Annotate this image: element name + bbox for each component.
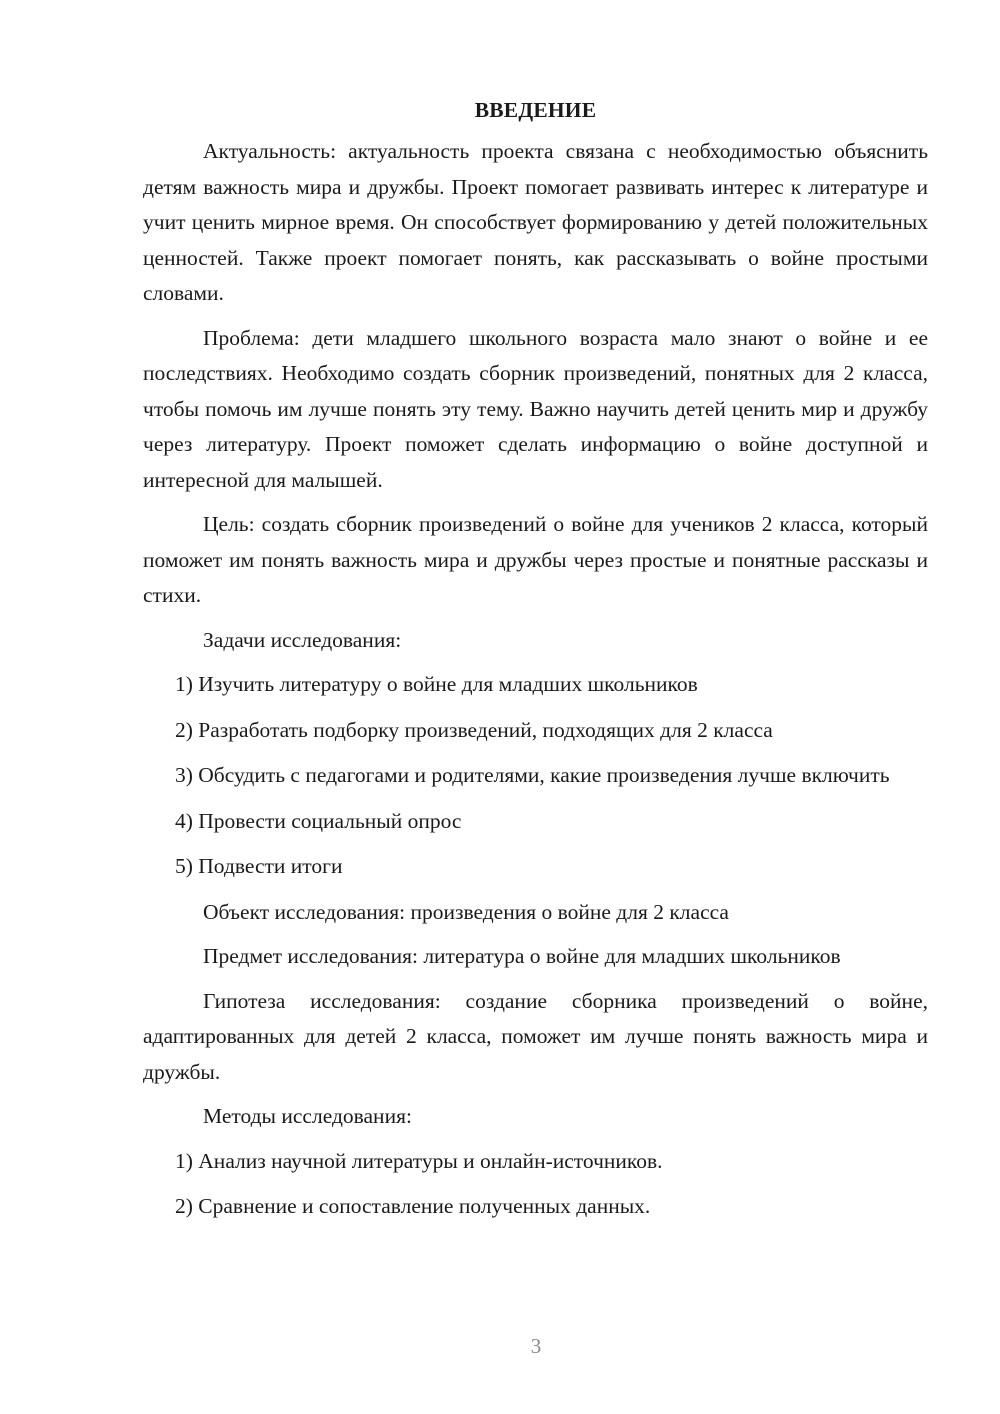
task-item: 2) Разработать подборку произведений, подходящих для 2 класса xyxy=(175,717,773,742)
subject-paragraph: Предмет исследования: литература о войне для младших школьников xyxy=(203,944,841,968)
relevance-paragraph: Актуальность: актуальность проекта связана с необходимостью объяснить детям важность мира и дружбы. Проект помогает развивать интерес к литературе и учит ценить мирное время. Он способствует формированию у детей положительных ценностей. Также проект помогает понять, как рассказывать о войне простыми словами. xyxy=(143,139,928,305)
task-item: 5) Подвести итоги xyxy=(175,854,343,878)
goal-paragraph: Цель: создать сборник произведений о войне для учеников 2 класса, который поможет им понять важность мира и дружбы через простые и понятные рассказы и стихи. xyxy=(143,512,928,607)
section-title: ВВЕДЕНИЕ xyxy=(474,98,597,122)
hypothesis-paragraph: Гипотеза исследования: создание сборника произведений о войне, адаптированных для детей 2 класса, поможет им лучше понять важность мира и дружбы. xyxy=(143,988,928,1084)
document-page xyxy=(143,95,928,1235)
method-item: 1) Анализ научной литературы и онлайн-источников. xyxy=(175,1148,663,1173)
task-item: 4) Провести социальный опрос xyxy=(175,808,462,833)
task-item: 3) Обсудить с педагогами и родителями, какие произведения лучше включить xyxy=(175,763,890,787)
method-item: 2) Сравнение и сопоставление полученных данных. xyxy=(175,1194,651,1218)
task-item: 1) Изучить литературу о войне для младших школьников xyxy=(175,672,698,696)
problem-paragraph: Проблема: дети младшего школьного возраста мало знают о войне и ее последствиях. Необходимо создать сборник произведений, понятных для 2 класса, чтобы помочь им лучше понять эту тему. Важно научить детей ценить мир и дружбу через литературу. Проект поможет сделать информацию о войне доступной и интересной для малышей. xyxy=(143,325,928,492)
page-number: 3 xyxy=(530,1334,542,1358)
methods-heading: Методы исследования: xyxy=(203,1104,412,1128)
object-paragraph: Объект исследования: произведения о войне для 2 класса xyxy=(203,899,729,924)
tasks-heading: Задачи исследования: xyxy=(203,627,402,652)
